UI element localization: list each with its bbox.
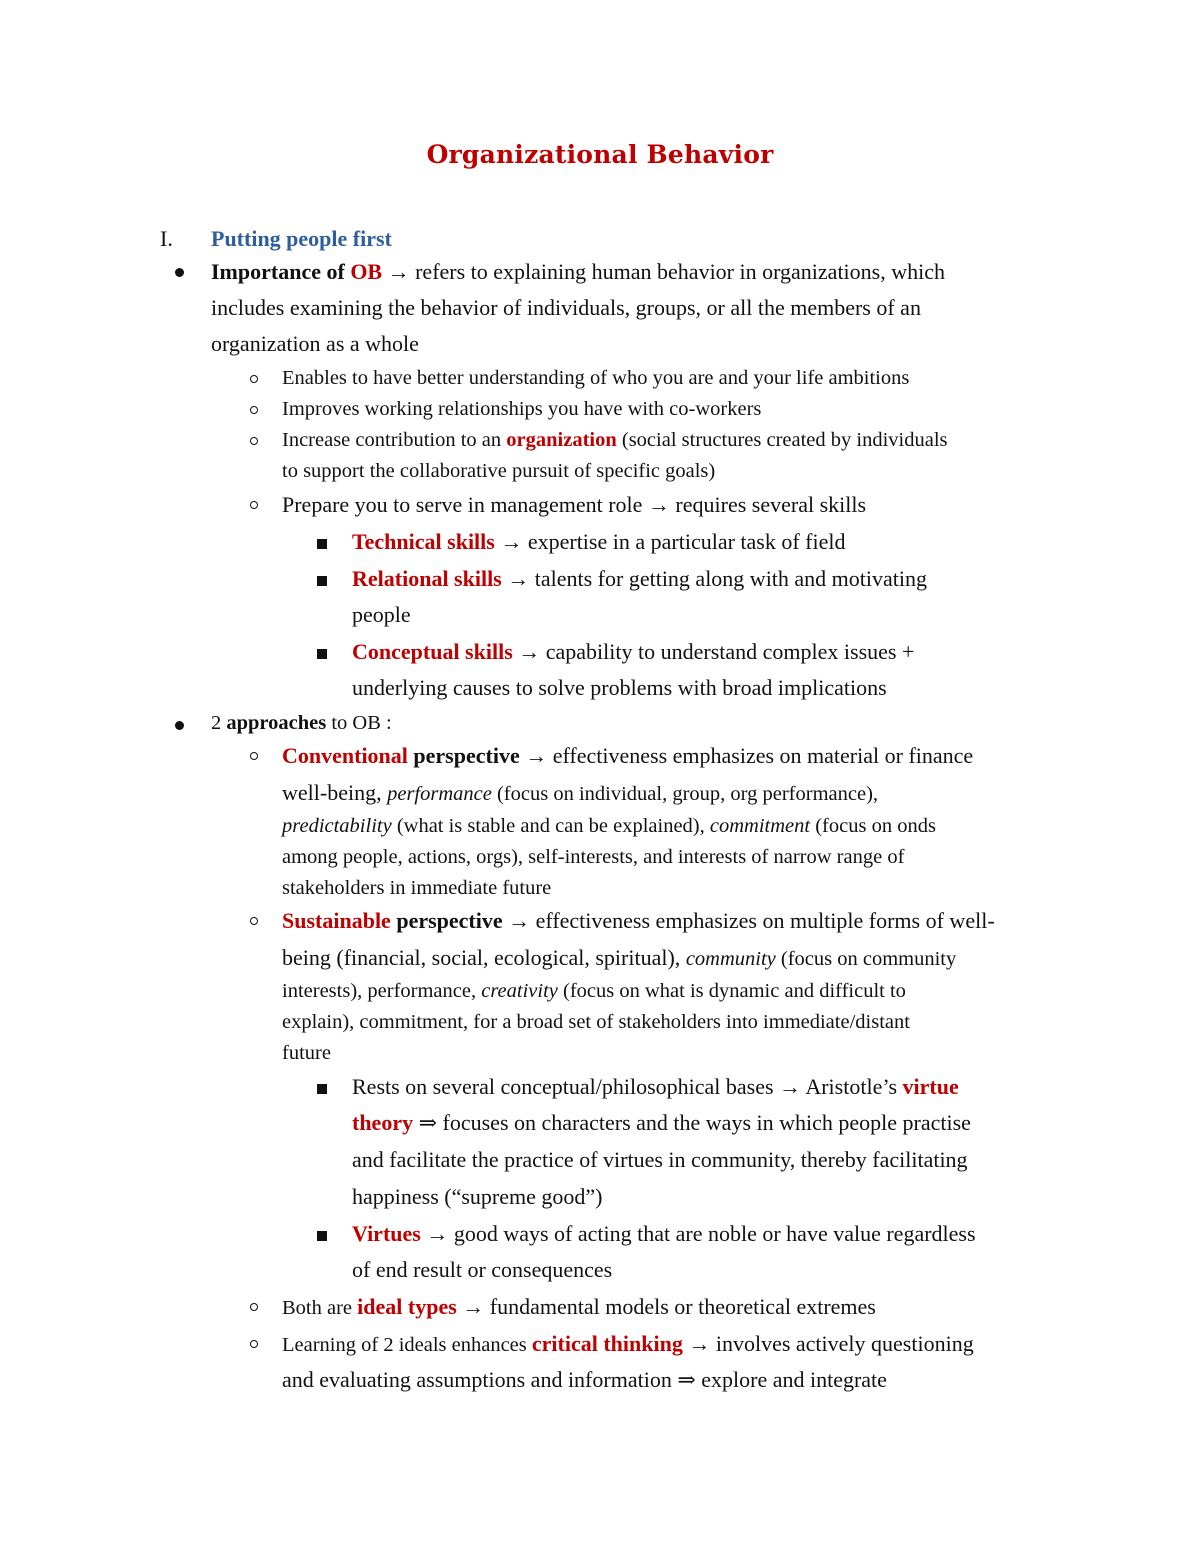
bullet-circle-icon <box>250 1303 258 1311</box>
bullet-circle-icon <box>250 501 258 509</box>
bullet-circle-icon <box>250 752 258 760</box>
virtue-theory-line-1: Rests on several conceptual/philosophical bases → Aristotle’s virtue <box>352 1074 959 1099</box>
section-numeral: I. <box>160 226 173 251</box>
bullet-disc-icon <box>175 268 184 277</box>
sustainable-line-3: interests), performance, creativity (focus on what is dynamic and difficult to <box>282 980 906 1002</box>
conventional-line-1: Conventional perspective → effectiveness emphasizes on material or finance <box>282 743 974 768</box>
conceptual-skills-line-2: underlying causes to solve problems with broad implications <box>352 675 887 700</box>
critical-thinking-line-2: and evaluating assumptions and information ⇒ explore and integrate <box>282 1367 887 1392</box>
conventional-line-5: stakeholders in immediate future <box>282 877 552 899</box>
sustainable-line-2: being (financial, social, ecological, spiritual), community (focus on community <box>282 945 957 970</box>
critical-thinking-line-1: Learning of 2 ideals enhances critical thinking → involves actively questioning <box>282 1331 974 1356</box>
technical-skills-item: Technical skills → expertise in a particular task of field <box>352 529 846 554</box>
virtue-theory-line-3: and facilitate the practice of virtues in community, thereby facilitating <box>352 1147 968 1172</box>
approaches-item: 2 approaches to OB : <box>211 712 392 734</box>
bullet-circle-icon <box>250 917 258 925</box>
virtue-theory-line-2: theory ⇒ focuses on characters and the ways in which people practise <box>352 1110 971 1135</box>
virtues-line-1: Virtues → good ways of acting that are noble or have value regardless <box>352 1221 976 1246</box>
importance-line-2: includes examining the behavior of individuals, groups, or all the members of an <box>211 295 921 320</box>
sustainable-line-4: explain), commitment, for a broad set of stakeholders into immediate/distant <box>282 1011 910 1033</box>
bullet-square-icon <box>317 649 327 659</box>
bullet-circle-icon <box>250 437 258 445</box>
ideal-types-item: Both are ideal types → fundamental models or theoretical extremes <box>282 1294 876 1319</box>
sustainable-line-5: future <box>282 1042 331 1064</box>
prepare-item: Prepare you to serve in management role → requires several skills <box>282 492 867 517</box>
bullet-square-icon <box>317 576 327 586</box>
bullet-square-icon <box>317 539 327 549</box>
conventional-line-2: well-being, performance (focus on individual, group, org performance), <box>282 780 879 805</box>
page-title: Organizational Behavior <box>426 140 774 169</box>
relational-skills-line-2: people <box>352 602 411 627</box>
benefit-item: Enables to have better understanding of who you are and your life ambitions <box>282 367 910 389</box>
conceptual-skills-item: Conceptual skills → capability to understand complex issues + <box>352 639 915 664</box>
bullet-square-icon <box>317 1084 327 1094</box>
bullet-circle-icon <box>250 1340 258 1348</box>
sustainable-line-1: Sustainable perspective → effectiveness emphasizes on multiple forms of well- <box>282 908 995 933</box>
benefit-item: Improves working relationships you have with co-workers <box>282 398 762 420</box>
contribution-line-2: to support the collaborative pursuit of specific goals) <box>282 460 716 482</box>
importance-line-3: organization as a whole <box>211 331 419 356</box>
relational-skills-item: Relational skills → talents for getting along with and motivating <box>352 566 928 591</box>
importance-line-1: Importance of OB → refers to explaining human behavior in organizations, which <box>211 259 945 284</box>
bullet-circle-icon <box>250 406 258 414</box>
bullet-disc-icon <box>175 721 184 730</box>
conventional-line-4: among people, actions, orgs), self-interests, and interests of narrow range of <box>282 846 905 868</box>
contribution-line-1: Increase contribution to an organization (social structures created by individuals <box>282 429 948 451</box>
bullet-circle-icon <box>250 375 258 383</box>
bullet-square-icon <box>317 1231 327 1241</box>
virtues-line-2: of end result or consequences <box>352 1257 613 1282</box>
virtue-theory-line-4: happiness (“supreme good”) <box>352 1184 603 1209</box>
conventional-line-3: predictability (what is stable and can be explained), commitment (focus on onds <box>282 815 936 837</box>
section-heading: Putting people first <box>211 226 392 251</box>
